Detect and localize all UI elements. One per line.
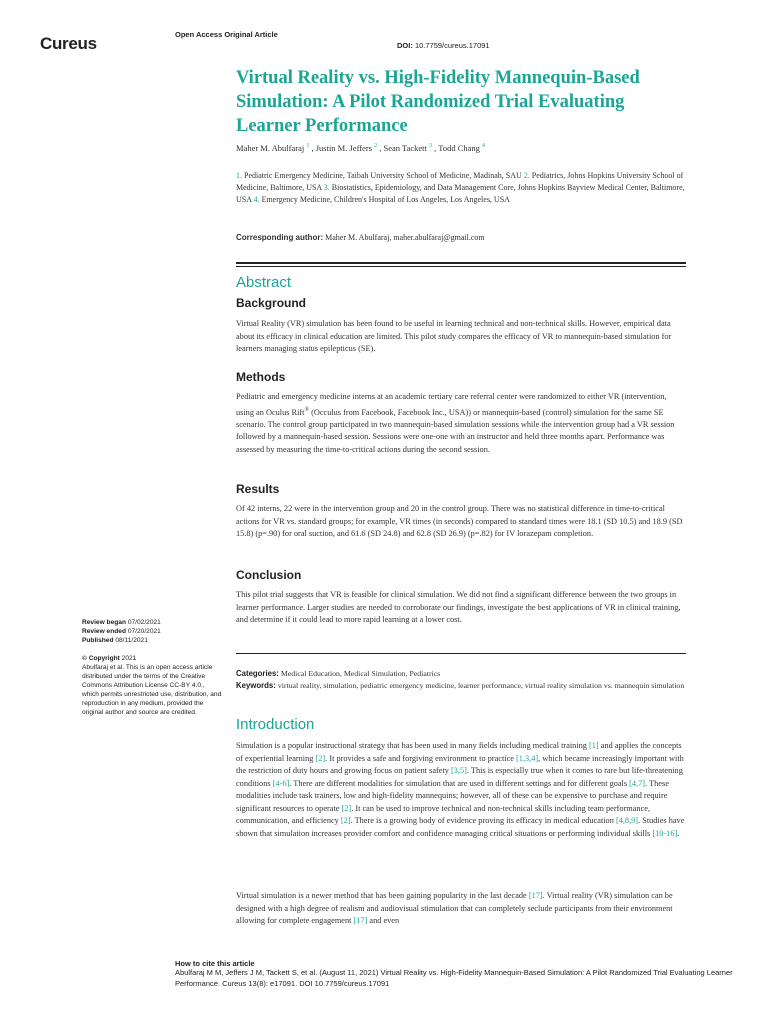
- paragraph-text: .: [677, 828, 680, 838]
- paragraph-text: . These modalities include task trainers, low and high-fidelity mannequins; however, all of these can be expensive to purchase and require significant resources to operate: [236, 778, 669, 813]
- review-dates: [82, 618, 222, 645]
- cite-text: Abulfaraj M M, Jeffers J M, Tackett S, et al. (August 11, 2021) Virtual Reality vs. High-Fidelity Mannequin-Based Simulation: A Pilot Randomized Trial Evaluating Learner Performance. Cureus 13(8): e17091. DOI 10.7759/cureus.17091: [175, 968, 733, 988]
- paragraph-text: . Virtual reality (VR) simulation can be designed with a high degree of realism and audiovisual stimulation that can completely seclude participants from their environment allowing for complete engagement: [236, 891, 673, 925]
- paragraph-text: and even: [367, 916, 400, 925]
- results-heading: Results: [236, 482, 280, 496]
- intro-paragraph-1: [236, 740, 686, 840]
- reference-link[interactable]: [2]: [341, 803, 352, 813]
- methods-text: Pediatric and emergency medicine interns at an academic tertiary care referral center were randomized to either VR (intervention, using an Oculus Rift® (Occulus from Facebook, Facebook Inc., USA)) or mannequin-based (control) simulation for the same SE scenario. The control group participated in two mannequin-based simulation sessions while the intervention group had a VR session followed by a mannequin-based session. Sessions were one-one with an instructor and held three months apart. Performance was assessed by measuring the time-to-critical actions during the second session.: [236, 392, 675, 454]
- intro-paragraph-2: [236, 890, 686, 928]
- article-title: Virtual Reality vs. High-Fidelity Mannequin-Based Simulation: A Pilot Randomized Trial Evaluating Learner Performance: [236, 68, 640, 136]
- published-date: Published 08/11/2021: [82, 637, 148, 644]
- affiliation-text: Biostatistics, Epidemiology, and Data Management Core, Johns Hopkins Bayview Medical Center, Baltimore, USA: [236, 183, 685, 204]
- paragraph-text: Virtual simulation is a newer method that has been gaining popularity in the last decade: [236, 891, 529, 900]
- author-name: Justin M. Jeffers: [315, 143, 375, 153]
- doi-label: DOI:: [397, 41, 413, 50]
- abstract-top-rule: [236, 262, 686, 267]
- affiliation-number: 1.: [236, 171, 242, 180]
- categories: Categories: Medical Education, Medical Simulation, Pediatrics: [236, 669, 441, 678]
- reference-link[interactable]: [2]: [340, 816, 351, 825]
- author-list: Maher M. Abulfaraj $^1$ , Justin M. Jeffers $^2$ , Sean Tackett $^3$ , Todd Chang $^4$: [236, 143, 486, 153]
- abstract-bottom-rule: [236, 653, 686, 654]
- paragraph-text: Simulation is a popular instructional strategy that has been used in many fields including medical training: [236, 741, 590, 750]
- reference-link[interactable]: [2]: [315, 753, 326, 763]
- paragraph-text: . It provides a safe and forgiving environment to practice: [325, 753, 517, 763]
- corresponding-author: [236, 233, 686, 242]
- affiliation-text: Emergency Medicine, Children's Hospital of Los Angeles, Los Angeles, USA: [259, 195, 510, 204]
- reference-link[interactable]: [4-6]: [272, 778, 290, 788]
- copyright: [82, 654, 222, 717]
- paragraph-text: , which became increasingly important with the restriction of duty hours and growing focus on patient safety: [236, 753, 684, 775]
- reference-link[interactable]: [3,5]: [450, 766, 467, 775]
- affiliation-text: Pediatrics, Johns Hopkins University School of Medicine, Baltimore, USA: [236, 171, 684, 192]
- review-ended: Review ended 07/20/2021: [82, 628, 161, 635]
- affiliation-number: 3.: [323, 183, 330, 192]
- corresponding-label: Corresponding author:: [236, 233, 324, 242]
- background-heading: Background: [236, 296, 307, 310]
- keywords: Keywords: virtual reality, simulation, pediatric emergency medicine, learner performance, virtual reality simulation vs. mannequin simulation: [236, 680, 685, 690]
- paragraph-text: . There are different modalities for simulation that are used in different settings and for different goals: [289, 778, 630, 788]
- article-type: Open Access Original Article: [175, 30, 278, 39]
- methods-heading: Methods: [236, 370, 286, 384]
- introduction-heading: Introduction: [236, 716, 315, 733]
- author-name: Sean Tackett: [383, 143, 430, 153]
- reference-link[interactable]: [4,7]: [629, 778, 646, 788]
- paragraph-text: . There is a growing body of evidence proving its efficacy in medical education: [350, 816, 616, 825]
- affiliation-number: 2.: [523, 171, 530, 180]
- author-name: Maher M. Abulfaraj: [236, 143, 307, 153]
- paragraph-text: . Studies have shown that simulation increases provider comfort and confidence managing critical situations or performing individual skills: [236, 816, 685, 838]
- paragraph-text: . This is especially true when it comes to rare but life-threatening conditions: [236, 766, 683, 788]
- author-affiliation-link[interactable]: 4: [482, 143, 486, 150]
- affiliations: [236, 170, 686, 206]
- review-began: Review began 07/02/2021: [82, 619, 161, 626]
- results-text: Of 42 interns, 22 were in the intervention group and 20 in the control group. There was no statistical difference in time-to-critical actions for VR vs. standard groups; for example, VR times (in seconds) compared to standard times were 18.1 (SD 10.5) and 18.9 (SD 15.8) (p=.90) for oral suction, and 61.6 (SD 24.8) and 62.8 (SD 26.9) (p=.82) for IV lorazepam completion.: [236, 504, 683, 538]
- reference-link[interactable]: [1]: [589, 741, 599, 750]
- reference-link[interactable]: [4,8,9]: [615, 816, 639, 825]
- author-affiliation-link[interactable]: 2: [374, 143, 378, 150]
- license-text: Abulfaraj et al. This is an open access article distributed under the terms of the Creative Commons Attribution License CC-BY 4.0., which permits unrestricted use, distribution, and reproduction in any medium, provided the original author and source are credited.: [82, 664, 222, 716]
- author-affiliation-link[interactable]: 3: [429, 143, 433, 150]
- corresponding-text: Maher M. Abulfaraj, maher.abulfaraj@gmail.com: [323, 233, 485, 242]
- abstract-heading: Abstract: [236, 274, 292, 291]
- paragraph-text: and applies the concepts of experiential learning: [236, 741, 682, 763]
- affiliation-number: 4.: [253, 195, 260, 204]
- affiliation-text: Pediatric Emergency Medicine, Taibah University School of Medicine, Madinah, SAU: [242, 171, 524, 180]
- cite-heading: How to cite this article: [175, 959, 255, 968]
- categories-keywords: [236, 668, 686, 691]
- reference-link[interactable]: [17]: [528, 891, 543, 900]
- author-name: Todd Chang: [438, 143, 483, 153]
- doi: [397, 41, 490, 50]
- conclusion-text: This pilot trial suggests that VR is feasible for clinical simulation. We did not find a significant difference between the two groups in learner performance. Larger studies are needed to corroborate our findings, investigate the best applications of VR in clinical training, and determine if it could lead to more rapid learning at a lower cost.: [236, 590, 681, 624]
- copyright-line: © Copyright 2021: [82, 655, 137, 662]
- journal-logo: Cureus: [40, 34, 97, 53]
- author-affiliation-link[interactable]: 1: [306, 143, 310, 150]
- reference-link[interactable]: [1,3,4]: [516, 753, 539, 763]
- paragraph-text: . It can be used to improve technical and non-technical skills including team performance, communication, and efficiency: [236, 803, 651, 825]
- background-text: Virtual Reality (VR) simulation has been found to be useful in learning technical and non-technical skills. However, empirical data about its efficacy in clinical education are limited. This pilot study compares the efficacy of VR to mannequin-based simulation for learners managing status epilepticus (SE).: [236, 319, 672, 353]
- doi-value[interactable]: 10.7759/cureus.17091: [414, 41, 490, 50]
- reference-link[interactable]: [10-16]: [652, 828, 678, 838]
- conclusion-heading: Conclusion: [236, 568, 302, 582]
- reference-link[interactable]: [17]: [353, 916, 368, 925]
